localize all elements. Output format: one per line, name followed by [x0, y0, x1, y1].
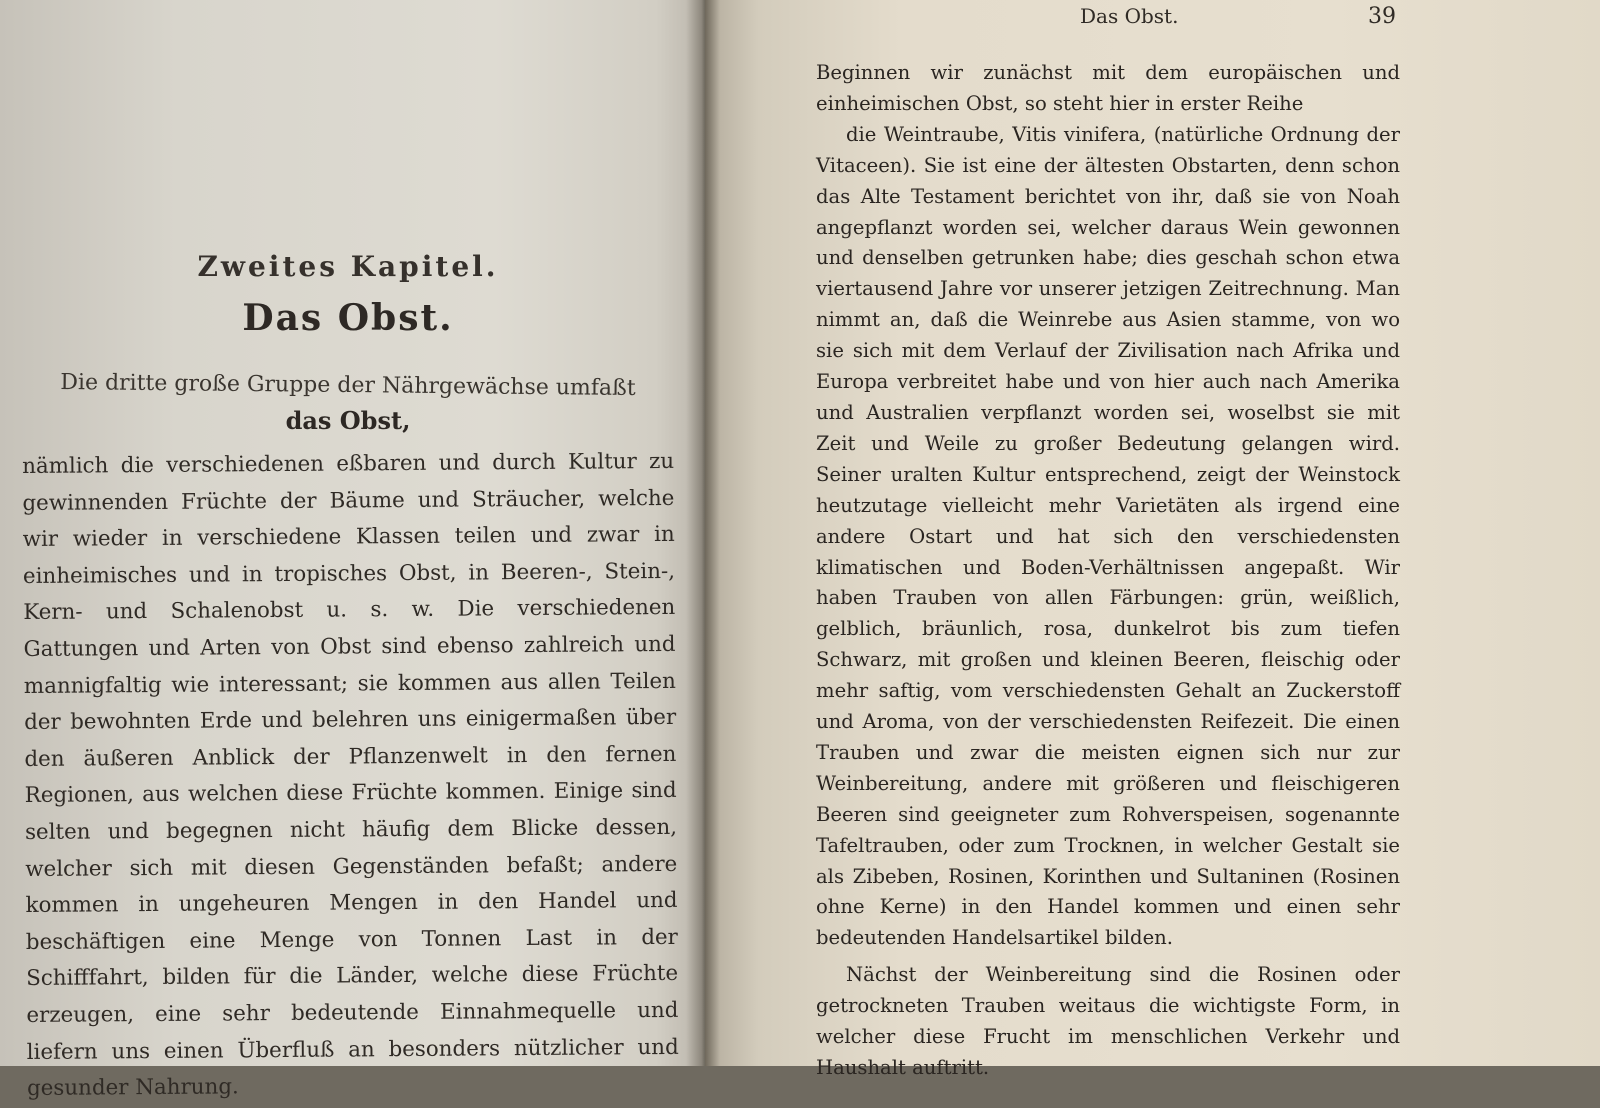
- intro-line: Die dritte große Gruppe der Nährgewächse umfaßt: [60, 369, 636, 402]
- left-body-paragraph: nämlich die verschiedenen eßbaren und durch Kultur zu gewinnenden Früchte der Bäume und Sträucher, welche wir wieder in verschiedene Klassen teilen und zwar in einheimisches und in tropisches Obst, in Beeren-, Stein-, Kern- und Schalenobst u. s. w. Die verschiedenen Gattungen und Arten von Obst sind ebenso zahlreich und mannigfaltig wie interessant; sie kommen aus allen Teilen der bewohnten Erde und belehren uns einigermaßen über den äußeren Anblick der Pflanzenwelt in den fernen Regionen, aus welchen diese Früchte kommen. Einige sind selten und begegnen nicht häufig dem Blicke dessen, welcher sich mit diesen Gegenständen befaßt; andere kommen in ungeheuren Mengen in den Handel und beschäftigen eine Menge von Tonnen Last in der Schifffahrt, bilden für die Länder, welche diese Früchte erzeugen, eine sehr bedeutende Einnahmequelle und liefern uns einen Überfluß an besonders nützlicher und gesunder Nahrung.: [22, 448, 679, 1102]
- page-number: 39: [1368, 4, 1396, 29]
- right-paragraph-1: Beginnen wir zunächst mit dem europäischen und einheimischen Obst, so steht hier in erster Reihe: [816, 61, 1400, 115]
- left-page: [0, 0, 705, 1102]
- chapter-title: Das Obst.: [242, 297, 454, 339]
- lemma-heading: das Obst,: [285, 406, 411, 435]
- right-paragraph-2: die Weintraube, Vitis vinifera, (natürliche Ordnung der Vitaceen). Sie ist eine der ältesten Obstarten, denn schon das Alte Testament berichtet von ihr, daß sie von Noah angepflanzt worden sei, welcher daraus Wein gewonnen und denselben getrunken habe; dies geschah schon etwa viertausend Jahre vor unserer jetzigen Zeitrechnung. Man nimmt an, daß die Weinrebe aus Asien stamme, von wo sie sich mit dem Verlauf der Zivilisation nach Afrika und Europa verbreitet habe und von hier auch nach Amerika und Australien verpflanzt worden sei, woselbst sie mit Zeit und Weile zu großer Bedeutung gelangen wird. Seiner uralten Kultur entsprechend, zeigt der Weinstock heutzutage vielleicht mehr Varietäten als irgend eine andere Ostart und hat sich den verschiedensten klimatischen und Boden-Verhältnissen angepaßt. Wir haben Trauben von allen Färbungen: grün, weißlich, gelblich, bräunlich, rosa, dunkelrot bis zum tiefen Schwarz, mit großen und kleinen Beeren, fleischig oder mehr saftig, vom verschiedensten Gehalt an Zuckerstoff und Aroma, von der verschiedensten Reifezeit. Die einen Trauben und zwar die meisten eignen sich nur zur Weinbereitung, andere mit größeren und fleischigeren Beeren sind geeigneter zum Rohverspeisen, sogenannte Tafeltrauben, oder zum Trocknen, in welcher Gestalt sie als Zibeben, Rosinen, Korinthen und Sultaninen (Rosinen ohne Kerne) in den Handel kommen und einen sehr bedeutenden Handelsartikel bilden.: [816, 122, 1400, 950]
- chapter-label: Zweites Kapitel.: [197, 250, 499, 283]
- left-page-text: [22, 250, 679, 1108]
- right-page-text: [816, 58, 1400, 1084]
- right-paragraph-3: Nächst der Weinbereitung sind die Rosinen oder getrockneten Trauben weitaus die wichtigste Form, in welcher diese Frucht im menschlichen Verkehr und Haushalt auftritt.: [816, 963, 1400, 1079]
- running-head: Das Obst.: [1080, 4, 1179, 28]
- book-gutter: [686, 0, 720, 1066]
